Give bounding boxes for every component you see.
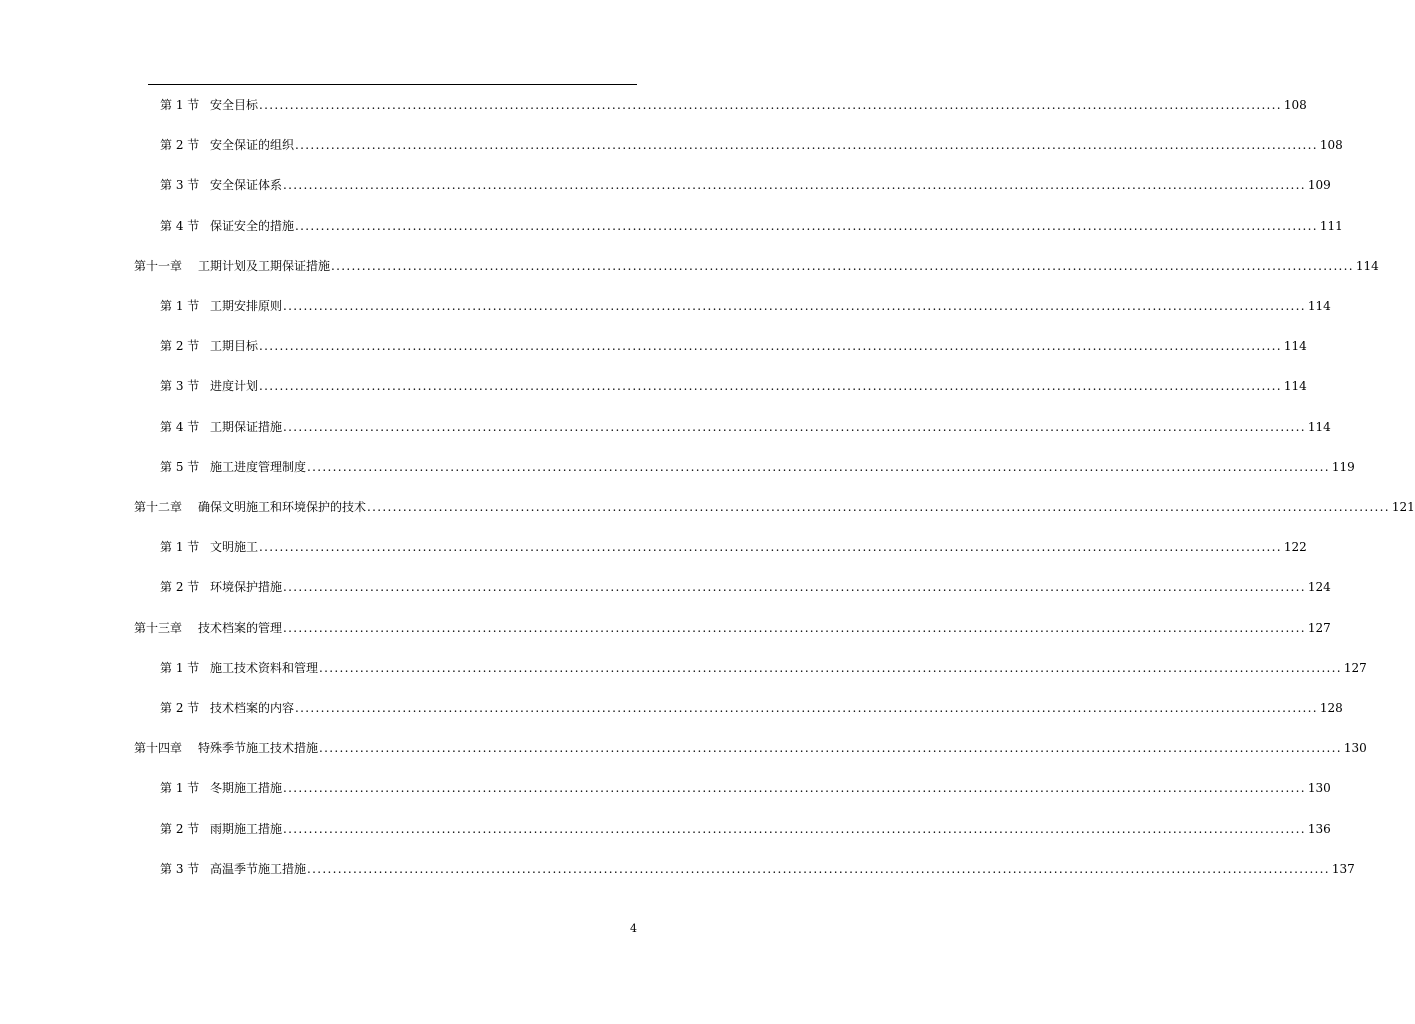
dot-leader: ........................................................................................................................................................................................................ <box>295 219 1318 233</box>
toc-entry-section[interactable] <box>160 377 1307 395</box>
toc-entry-title: 文明施工 <box>210 540 259 554</box>
dot-leader: ........................................................................................................................................................................................................ <box>367 500 1390 514</box>
toc-entry-section[interactable] <box>160 578 1331 596</box>
dot-leader: ........................................................................................................................................................................................................ <box>259 98 1282 112</box>
dot-leader: ........................................................................................................................................................................................................ <box>259 339 1282 353</box>
header-rule <box>148 84 637 85</box>
dot-leader: ........................................................................................................................................................................................................ <box>295 138 1318 152</box>
toc-entry-title: 工期保证措施 <box>210 420 283 434</box>
toc-entry-title: 环境保护措施 <box>210 580 283 594</box>
toc-entry-title: 工期安排原则 <box>210 299 283 313</box>
toc-entry-page: 124 <box>1307 580 1331 594</box>
toc-entry-page: 128 <box>1319 701 1343 715</box>
toc-entry-page: 114 <box>1307 420 1331 434</box>
toc-entry-chapter[interactable] <box>134 619 1331 637</box>
toc-entry-title: 施工进度管理制度 <box>210 460 307 474</box>
toc-entry-number: 第 2 节 <box>160 701 200 715</box>
toc-entry-title: 安全保证的组织 <box>210 138 295 152</box>
toc-entry-number: 第 1 节 <box>160 781 200 795</box>
toc-entry-chapter[interactable] <box>134 739 1367 757</box>
toc-entry-section[interactable] <box>160 176 1331 194</box>
toc-entry-title: 冬期施工措施 <box>210 781 283 795</box>
dot-leader: ........................................................................................................................................................................................................ <box>283 420 1306 434</box>
toc-entry-number: 第 4 节 <box>160 219 200 233</box>
toc-entry-section[interactable] <box>160 699 1343 717</box>
toc-entry-number: 第十一章 <box>134 259 183 273</box>
toc-entry-number: 第 1 节 <box>160 299 200 313</box>
toc-entry-page: 127 <box>1307 621 1331 635</box>
toc-entry-section[interactable] <box>160 418 1331 436</box>
toc-entry-number: 第 2 节 <box>160 339 200 353</box>
toc-entry-number: 第 5 节 <box>160 460 200 474</box>
dot-leader: ........................................................................................................................................................................................................ <box>283 299 1306 313</box>
dot-leader: ........................................................................................................................................................................................................ <box>307 862 1330 876</box>
toc-entry-section[interactable] <box>160 297 1331 315</box>
dot-leader: ........................................................................................................................................................................................................ <box>283 178 1306 192</box>
toc-entry-chapter[interactable] <box>134 257 1379 275</box>
dot-leader: ........................................................................................................................................................................................................ <box>259 379 1282 393</box>
toc-entry-page: 108 <box>1283 98 1307 112</box>
toc-entry-number: 第 4 节 <box>160 420 200 434</box>
dot-leader: ........................................................................................................................................................................................................ <box>259 540 1282 554</box>
toc-entry-section[interactable] <box>160 96 1307 114</box>
toc-entry-number: 第 3 节 <box>160 379 200 393</box>
toc-entry-number: 第 1 节 <box>160 661 200 675</box>
toc-entry-number: 第十二章 <box>134 500 183 514</box>
toc-entry-number: 第 2 节 <box>160 822 200 836</box>
toc-entry-section[interactable] <box>160 337 1307 355</box>
toc-entry-number: 第十四章 <box>134 741 183 755</box>
toc-entry-title: 工期计划及工期保证措施 <box>198 259 331 273</box>
toc-entry-title: 确保文明施工和环境保护的技术 <box>198 500 367 514</box>
toc-entry-number: 第 3 节 <box>160 862 200 876</box>
toc-entry-page: 136 <box>1307 822 1331 836</box>
toc-entry-page: 108 <box>1319 138 1343 152</box>
toc-entry-page: 114 <box>1307 299 1331 313</box>
toc-entry-page: 114 <box>1283 339 1307 353</box>
dot-leader: ........................................................................................................................................................................................................ <box>283 580 1306 594</box>
dot-leader: ........................................................................................................................................................................................................ <box>319 741 1342 755</box>
toc-entry-page: 127 <box>1343 661 1367 675</box>
toc-entry-title: 技术档案的内容 <box>210 701 295 715</box>
toc-entry-title: 技术档案的管理 <box>198 621 283 635</box>
toc-entry-section[interactable] <box>160 779 1331 797</box>
toc-entry-page: 137 <box>1331 862 1355 876</box>
toc-entry-number: 第 3 节 <box>160 178 200 192</box>
toc-entry-page: 114 <box>1283 379 1307 393</box>
toc-entry-title: 安全保证体系 <box>210 178 283 192</box>
page-number: 4 <box>630 922 637 935</box>
toc-entry-section[interactable] <box>160 860 1355 878</box>
toc-entry-number: 第 2 节 <box>160 580 200 594</box>
toc-entry-page: 121 <box>1391 500 1415 514</box>
toc-entry-section[interactable] <box>160 659 1367 677</box>
dot-leader: ........................................................................................................................................................................................................ <box>307 460 1330 474</box>
toc-entry-chapter[interactable] <box>134 498 1415 516</box>
dot-leader: ........................................................................................................................................................................................................ <box>283 781 1306 795</box>
toc-entry-title: 特殊季节施工技术措施 <box>198 741 319 755</box>
dot-leader: ........................................................................................................................................................................................................ <box>319 661 1342 675</box>
dot-leader: ........................................................................................................................................................................................................ <box>331 259 1354 273</box>
toc-entry-section[interactable] <box>160 538 1307 556</box>
toc-entry-number: 第十三章 <box>134 621 183 635</box>
toc-entry-title: 雨期施工措施 <box>210 822 283 836</box>
toc-entry-section[interactable] <box>160 458 1355 476</box>
toc-entry-page: 119 <box>1331 460 1355 474</box>
toc-entry-page: 111 <box>1319 219 1343 233</box>
toc-entry-page: 130 <box>1307 781 1331 795</box>
toc-entry-section[interactable] <box>160 136 1343 154</box>
toc-entry-section[interactable] <box>160 820 1331 838</box>
toc-entry-number: 第 1 节 <box>160 98 200 112</box>
dot-leader: ........................................................................................................................................................................................................ <box>295 701 1318 715</box>
toc-entry-number: 第 2 节 <box>160 138 200 152</box>
toc-entry-page: 109 <box>1307 178 1331 192</box>
toc-entry-title: 工期目标 <box>210 339 259 353</box>
toc-entry-title: 保证安全的措施 <box>210 219 295 233</box>
toc-entry-number: 第 1 节 <box>160 540 200 554</box>
toc-entry-page: 114 <box>1355 259 1379 273</box>
toc-entry-title: 安全目标 <box>210 98 259 112</box>
toc-entry-title: 进度计划 <box>210 379 259 393</box>
toc-entry-title: 高温季节施工措施 <box>210 862 307 876</box>
toc-entry-title: 施工技术资料和管理 <box>210 661 319 675</box>
toc-entry-page: 122 <box>1283 540 1307 554</box>
toc-entry-page: 130 <box>1343 741 1367 755</box>
toc-entry-section[interactable] <box>160 217 1343 235</box>
dot-leader: ........................................................................................................................................................................................................ <box>283 621 1306 635</box>
dot-leader: ........................................................................................................................................................................................................ <box>283 822 1306 836</box>
